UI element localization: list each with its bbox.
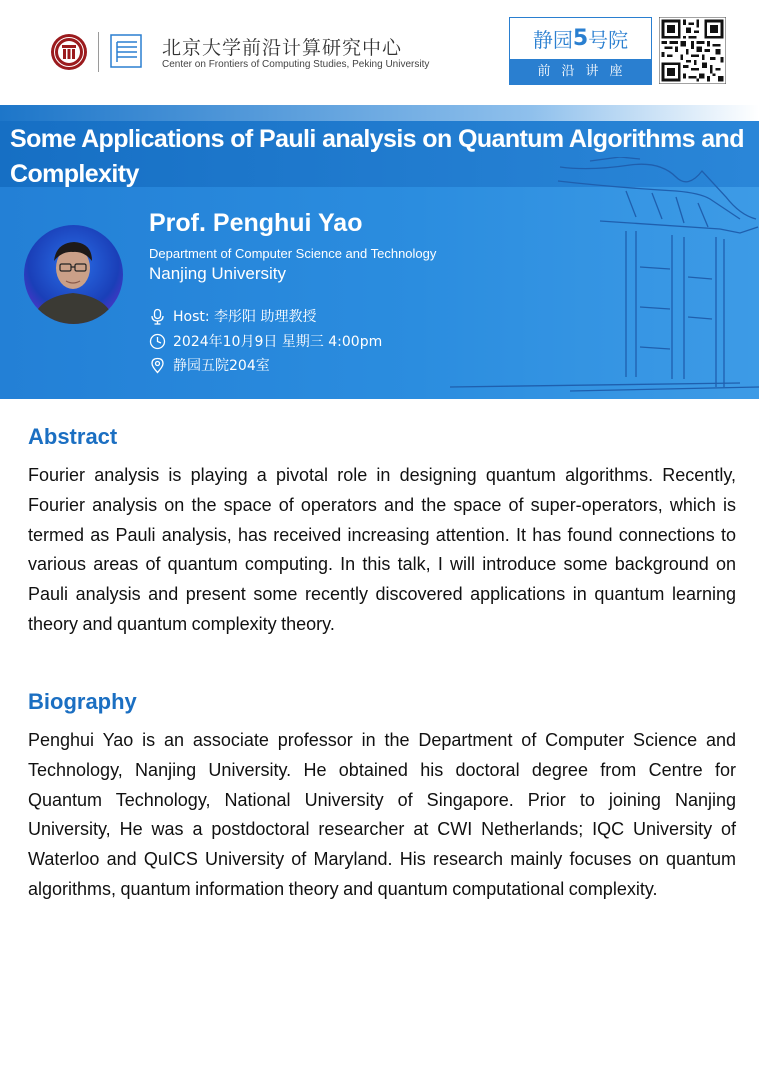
series-title-prefix: 静园 (532, 28, 573, 52)
series-title-number: 5 (572, 26, 589, 51)
host-text: Host: 李彤阳 助理教授 (173, 309, 317, 325)
speaker-name: Prof. Penghui Yao (149, 209, 363, 237)
series-title (510, 18, 651, 59)
pku-seal-icon (50, 33, 88, 71)
poster-header (0, 0, 759, 105)
center-name-en: Center on Frontiers of Computing Studies, Peking University (162, 59, 430, 70)
location-text: 静园五院204室 (173, 358, 270, 374)
location-pin-icon (149, 357, 166, 374)
microphone-icon (149, 308, 166, 325)
speaker-banner (0, 105, 759, 399)
biography-heading: Biography (28, 689, 137, 714)
center-name-cn: 北京大学前沿计算研究中心 (162, 37, 403, 59)
lecture-series-badge (509, 17, 652, 85)
clock-icon (149, 333, 166, 350)
abstract-heading: Abstract (28, 424, 118, 449)
speaker-department: Department of Computer Science and Technology (149, 246, 437, 261)
speaker-university: Nanjing University (149, 264, 286, 283)
talk-title: Some Applications of Pauli analysis on Quantum Algorithms and Complexity (10, 125, 744, 188)
location-row (149, 355, 270, 375)
speaker-photo (24, 225, 123, 324)
header-divider (98, 32, 99, 72)
biography-body: Penghui Yao is an associate professor in the Department of Computer Science and Technology, Nanjing University. He obtained his doctoral degree from Centre for Quantum Technology, National University of Singapore. Prior to joining Nanjing University, He was a postdoctoral researcher at CWI Netherlands; IQC University of Waterloo and QuICS University of Maryland. His research mainly focuses on quantum algorithms, quantum information theory and quantum computational complexity. (28, 730, 736, 899)
qr-code-icon (659, 17, 726, 84)
abstract-body: Fourier analysis is playing a pivotal role in designing quantum algorithms. Recently, Fourier analysis on the space of operators and the space of super-operators, which is termed as Pauli analysis, has received increasing attention. It has found connections to various areas of quantum computing. In this talk, I will introduce some background on Pauli analysis and present some recently discovered applications in quantum learning theory and quantum complexity theory. (28, 465, 736, 634)
series-title-suffix: 号院 (588, 28, 629, 52)
series-subtitle: 前沿讲座 (510, 59, 651, 84)
datetime-text: 2024年10月9日 星期三 4:00pm (173, 334, 383, 350)
datetime-row (149, 331, 382, 351)
pavilion-illustration (440, 157, 759, 399)
cfcs-logo-icon (110, 34, 142, 68)
host-row (149, 306, 317, 326)
banner-top-strip (0, 105, 759, 121)
